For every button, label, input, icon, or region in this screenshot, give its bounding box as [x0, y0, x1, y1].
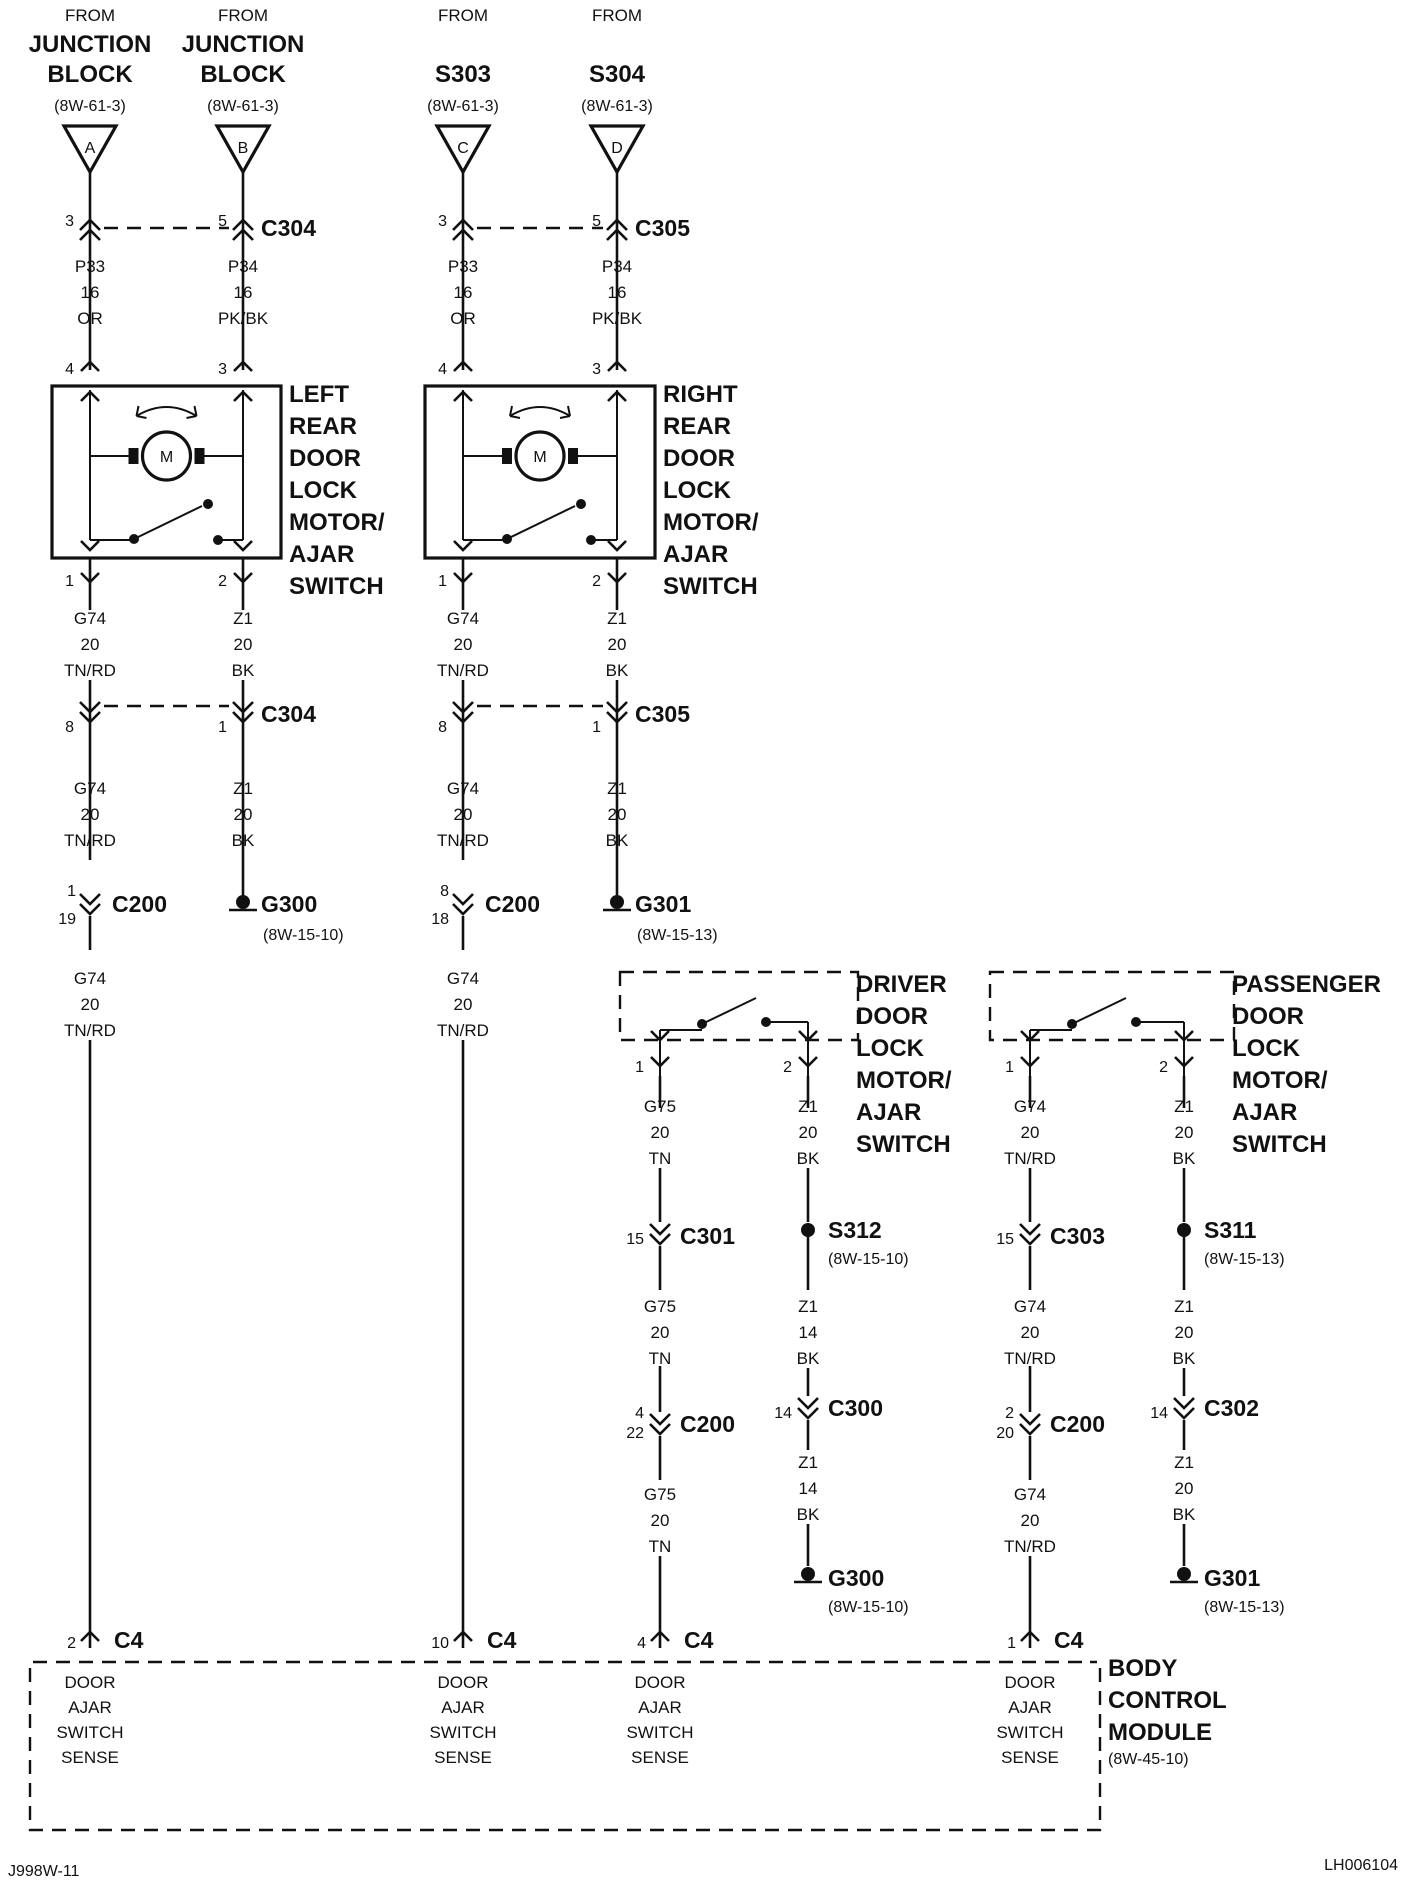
- driver-gc-chevron: [798, 1398, 818, 1418]
- driver-ground-ref: (8W-15-10): [828, 1599, 909, 1616]
- low-wire-1-gauge: 20: [453, 995, 473, 1014]
- source-b-from: FROM: [217, 6, 269, 25]
- mid-wire-1-gauge: 20: [233, 635, 253, 654]
- mid-wire2-3-color: BK: [605, 831, 629, 850]
- rear-motor-1-label: LOCK: [663, 477, 731, 504]
- front-switch-0-label: DOOR: [856, 1003, 928, 1030]
- bcm-input-connector: C4: [1054, 1627, 1084, 1653]
- top-wire-2-circuit: P33: [447, 257, 479, 276]
- bcm-input-text: AJAR: [441, 1698, 485, 1717]
- c200-name: C200: [112, 891, 167, 917]
- source-c-name: S303: [434, 61, 492, 88]
- passenger-w3-circuit: G74: [1013, 1485, 1047, 1504]
- driver-gc-pin: 14: [774, 1405, 792, 1422]
- mid-wire-0-gauge: 20: [80, 635, 100, 654]
- source-d-letter: D: [611, 140, 623, 157]
- passenger-gw2-color: BK: [1172, 1349, 1196, 1368]
- bcm-input-text: DOOR: [64, 1673, 116, 1692]
- driver-c1-pin: 15: [626, 1231, 644, 1248]
- bcm-label: MODULE: [1108, 1719, 1212, 1746]
- passenger-gw1-color: BK: [1172, 1149, 1196, 1168]
- source-a-name: JUNCTION: [28, 31, 152, 58]
- rear-motor-1-brush: [502, 448, 512, 464]
- c200-pin-top: 8: [440, 883, 449, 900]
- c200-pin-bottom: 19: [58, 911, 76, 928]
- front-switch-0-pin-l: 1: [635, 1059, 644, 1076]
- driver-gw3-color: BK: [796, 1505, 820, 1524]
- c200-chevron: [453, 894, 473, 914]
- mid-connector-pin: 1: [218, 719, 227, 736]
- passenger-gc-chevron: [1174, 1398, 1194, 1418]
- top-wire-3-circuit: P34: [601, 257, 633, 276]
- driver-gw1-circuit: Z1: [798, 1097, 818, 1116]
- c200-chevron: [80, 894, 100, 914]
- source-b-name: JUNCTION: [181, 31, 305, 58]
- source-c-from: FROM: [437, 6, 489, 25]
- source-b-name2: BLOCK: [200, 61, 286, 88]
- c200-name: C200: [485, 891, 540, 917]
- bcm-input-text: SENSE: [61, 1748, 119, 1767]
- bcm-input-text: SWITCH: [56, 1723, 124, 1742]
- ground-top-1-symbol: [610, 895, 624, 909]
- top-wire-0-gauge: 16: [80, 283, 100, 302]
- top-wire-2-color: OR: [450, 309, 476, 328]
- bcm-input-connector: C4: [114, 1627, 144, 1653]
- top-wire-3-color: PK/BK: [591, 309, 643, 328]
- passenger-w2-gauge: 20: [1020, 1323, 1040, 1342]
- passenger-splice-dot: [1177, 1223, 1191, 1237]
- source-c-ref: (8W-61-3): [427, 98, 499, 115]
- bcm-input-text: AJAR: [68, 1698, 112, 1717]
- driver-c2-pin-bottom: 22: [626, 1425, 644, 1442]
- bcm-input-connector: C4: [487, 1627, 517, 1653]
- driver-gw3-circuit: Z1: [798, 1453, 818, 1472]
- top-wire-0-circuit: P33: [74, 257, 106, 276]
- source-d-from: FROM: [591, 6, 643, 25]
- rear-motor-1-rotation-arrow: [510, 407, 570, 416]
- rear-motor-1-inner-arrow: [608, 541, 626, 550]
- top-wire-1-color: PK/BK: [217, 309, 269, 328]
- rear-motor-0-box: [52, 386, 281, 558]
- source-d-name: S304: [588, 61, 646, 88]
- mid-wire-0-color: TN/RD: [64, 661, 116, 680]
- front-switch-0-blade: [702, 998, 756, 1024]
- front-switch-1-label: AJAR: [1232, 1099, 1298, 1126]
- mid-wire2-0-gauge: 20: [80, 805, 100, 824]
- source-b-letter: B: [237, 140, 249, 157]
- bcm-input-text: AJAR: [1008, 1698, 1052, 1717]
- bcm-input-text: DOOR: [437, 1673, 489, 1692]
- front-switch-0-label: DRIVER: [856, 971, 947, 998]
- rear-motor-1-motor-label: M: [533, 449, 547, 466]
- bcm-input-pin: 4: [637, 1635, 646, 1652]
- top-wire-1-circuit: P34: [227, 257, 259, 276]
- passenger-w1-circuit: G74: [1013, 1097, 1047, 1116]
- mid-wire2-2-circuit: G74: [446, 779, 480, 798]
- rear-motor-1-label: SWITCH: [663, 573, 758, 600]
- driver-c1-chevron: [650, 1224, 670, 1244]
- passenger-gw1-circuit: Z1: [1174, 1097, 1194, 1116]
- front-switch-0-label: SWITCH: [856, 1131, 951, 1158]
- mid-wire2-1-color: BK: [231, 831, 255, 850]
- rear-motor-0-pin-tr: 3: [218, 361, 227, 378]
- rear-motor-0-inner-arrow: [234, 541, 252, 550]
- source-a-letter: A: [84, 140, 96, 157]
- passenger-gc-pin: 14: [1150, 1405, 1168, 1422]
- driver-w3-circuit: G75: [643, 1485, 677, 1504]
- bcm-input-text: SENSE: [434, 1748, 492, 1767]
- ground-top-0-symbol: [236, 895, 250, 909]
- top-connector-name: C304: [261, 215, 316, 241]
- driver-gw3-gauge: 14: [798, 1479, 818, 1498]
- front-switch-1-pin-l: 1: [1005, 1059, 1014, 1076]
- front-switch-1-label: DOOR: [1232, 1003, 1304, 1030]
- bcm-input-text: DOOR: [634, 1673, 686, 1692]
- rear-motor-0-label: AJAR: [289, 541, 355, 568]
- driver-w3-gauge: 20: [650, 1511, 670, 1530]
- passenger-w1-color: TN/RD: [1004, 1149, 1056, 1168]
- rear-motor-0-label: DOOR: [289, 445, 361, 472]
- bcm-ref: (8W-45-10): [1108, 1751, 1189, 1768]
- rear-motor-0-inner-arrow: [81, 541, 99, 550]
- footer-right-code: LH006104: [1324, 1857, 1398, 1874]
- driver-gw2-circuit: Z1: [798, 1297, 818, 1316]
- rear-motor-1-brush: [568, 448, 578, 464]
- bcm-input-connector: C4: [684, 1627, 714, 1653]
- top-connector-name: C305: [635, 215, 690, 241]
- front-switch-0-label: LOCK: [856, 1035, 924, 1062]
- rear-motor-0-rotation-arrow: [137, 407, 197, 416]
- rear-motor-1-label: MOTOR/: [663, 509, 759, 536]
- passenger-gw2-gauge: 20: [1174, 1323, 1194, 1342]
- passenger-ground-name: G301: [1204, 1565, 1261, 1591]
- driver-w1-color: TN: [648, 1149, 672, 1168]
- top-connector-pin: 5: [218, 213, 227, 230]
- driver-splice-dot: [801, 1223, 815, 1237]
- ground-top-name: G300: [261, 891, 318, 917]
- footer-left-code: J998W-11: [8, 1863, 80, 1880]
- passenger-gc-name: C302: [1204, 1395, 1259, 1421]
- bcm-input-text: AJAR: [638, 1698, 682, 1717]
- source-a-name2: BLOCK: [47, 61, 133, 88]
- top-wire-2-gauge: 16: [453, 283, 473, 302]
- driver-ground-symbol: [801, 1567, 815, 1581]
- mid-wire2-3-gauge: 20: [607, 805, 627, 824]
- rear-motor-1-inner-arrow: [454, 541, 472, 550]
- mid-wire2-2-color: TN/RD: [437, 831, 489, 850]
- passenger-ground-ref: (8W-15-13): [1204, 1599, 1285, 1616]
- rear-motor-1-label: REAR: [663, 413, 732, 440]
- driver-c2-pin-top: 4: [635, 1405, 644, 1422]
- driver-c1-name: C301: [680, 1223, 735, 1249]
- passenger-c2-pin-top: 2: [1005, 1405, 1014, 1422]
- rear-motor-1-label: DOOR: [663, 445, 735, 472]
- rear-motor-1-switch-blade: [507, 506, 575, 539]
- mid-wire-2-gauge: 20: [453, 635, 473, 654]
- mid-connector-pin: 8: [65, 719, 74, 736]
- passenger-w2-circuit: G74: [1013, 1297, 1047, 1316]
- front-switch-1-label: PASSENGER: [1232, 971, 1381, 998]
- mid-connector-pin: 8: [438, 719, 447, 736]
- front-switch-1-box: [990, 972, 1234, 1040]
- top-connector-pin: 5: [592, 213, 601, 230]
- mid-wire-1-color: BK: [231, 661, 255, 680]
- driver-w1-circuit: G75: [643, 1097, 677, 1116]
- top-wire-1-gauge: 16: [233, 283, 253, 302]
- rear-motor-1-label: AJAR: [663, 541, 729, 568]
- bcm-box: [30, 1662, 1100, 1830]
- passenger-c2-name: C200: [1050, 1411, 1105, 1437]
- top-connector-pin: 3: [438, 213, 447, 230]
- rear-motor-0-brush: [129, 448, 139, 464]
- driver-c2-chevron: [650, 1414, 670, 1434]
- mid-connector-pin: 1: [592, 719, 601, 736]
- mid-wire2-1-circuit: Z1: [233, 779, 253, 798]
- passenger-w3-color: TN/RD: [1004, 1537, 1056, 1556]
- rear-motor-0-label: MOTOR/: [289, 509, 385, 536]
- rear-motor-0-motor-label: M: [159, 449, 174, 466]
- passenger-splice-name: S311: [1204, 1217, 1257, 1243]
- rear-motor-1-pin-bl: 1: [438, 573, 447, 590]
- bcm-input-pin: 10: [431, 1635, 449, 1652]
- mid-connector-name: C304: [261, 701, 316, 727]
- source-a-from: FROM: [64, 6, 116, 25]
- bcm-input-text: SWITCH: [626, 1723, 694, 1742]
- rear-motor-1-pin-br: 2: [592, 573, 601, 590]
- passenger-w3-gauge: 20: [1020, 1511, 1040, 1530]
- driver-splice-ref: (8W-15-10): [828, 1251, 909, 1268]
- passenger-c1-name: C303: [1050, 1223, 1105, 1249]
- low-wire-1-color: TN/RD: [437, 1021, 489, 1040]
- mid-wire-1-circuit: Z1: [233, 609, 253, 628]
- passenger-gw1-gauge: 20: [1174, 1123, 1194, 1142]
- top-connector-pin: 3: [65, 213, 74, 230]
- rear-motor-0-switch-contact: [203, 499, 213, 509]
- mid-wire2-0-circuit: G74: [73, 779, 107, 798]
- front-switch-1-blade: [1072, 998, 1126, 1024]
- bcm-input-text: SENSE: [1001, 1748, 1059, 1767]
- rear-motor-1-switch-contact: [576, 499, 586, 509]
- front-switch-0-label: AJAR: [856, 1099, 922, 1126]
- mid-wire2-3-circuit: Z1: [607, 779, 627, 798]
- driver-ground-name: G300: [828, 1565, 885, 1591]
- driver-w2-gauge: 20: [650, 1323, 670, 1342]
- passenger-w2-color: TN/RD: [1004, 1349, 1056, 1368]
- driver-w1-gauge: 20: [650, 1123, 670, 1142]
- top-wire-0-color: OR: [77, 309, 103, 328]
- rear-motor-1-pin-tl: 4: [438, 361, 447, 378]
- passenger-c1-chevron: [1020, 1224, 1040, 1244]
- rear-motor-0-pin-tl: 4: [65, 361, 74, 378]
- driver-w3-color: TN: [648, 1537, 672, 1556]
- mid-wire-3-gauge: 20: [607, 635, 627, 654]
- rear-motor-0-pin-br: 2: [218, 573, 227, 590]
- front-switch-1-label: SWITCH: [1232, 1131, 1327, 1158]
- low-wire-0-gauge: 20: [80, 995, 100, 1014]
- passenger-gw2-circuit: Z1: [1174, 1297, 1194, 1316]
- low-wire-0-color: TN/RD: [64, 1021, 116, 1040]
- front-switch-0-pin-r: 2: [783, 1059, 792, 1076]
- rear-motor-1-pin-tr: 3: [592, 361, 601, 378]
- bcm-input-text: SWITCH: [996, 1723, 1064, 1742]
- bcm-input-pin: 2: [67, 1635, 76, 1652]
- mid-wire-0-circuit: G74: [73, 609, 107, 628]
- mid-wire2-2-gauge: 20: [453, 805, 473, 824]
- c200-pin-bottom: 18: [431, 911, 449, 928]
- mid-wire-2-circuit: G74: [446, 609, 480, 628]
- passenger-splice-ref: (8W-15-13): [1204, 1251, 1285, 1268]
- mid-wire-3-color: BK: [605, 661, 629, 680]
- rear-motor-0-label: SWITCH: [289, 573, 384, 600]
- rear-motor-1-box: [425, 386, 655, 558]
- passenger-c2-chevron: [1020, 1414, 1040, 1434]
- driver-gw2-color: BK: [796, 1349, 820, 1368]
- driver-w2-color: TN: [648, 1349, 672, 1368]
- driver-splice-name: S312: [828, 1217, 882, 1243]
- source-b-ref: (8W-61-3): [207, 98, 279, 115]
- front-switch-0-label: MOTOR/: [856, 1067, 952, 1094]
- ground-top-ref: (8W-15-10): [263, 927, 344, 944]
- low-wire-0-circuit: G74: [73, 969, 107, 988]
- bcm-label: CONTROL: [1108, 1687, 1227, 1714]
- passenger-c1-pin: 15: [996, 1231, 1014, 1248]
- rear-motor-0-label: LOCK: [289, 477, 357, 504]
- rear-motor-0-label: LEFT: [289, 381, 349, 408]
- bcm-input-text: SENSE: [631, 1748, 689, 1767]
- passenger-gw3-color: BK: [1172, 1505, 1196, 1524]
- bcm-input-text: SWITCH: [429, 1723, 497, 1742]
- front-switch-1-label: LOCK: [1232, 1035, 1300, 1062]
- mid-wire2-0-color: TN/RD: [64, 831, 116, 850]
- driver-gw2-gauge: 14: [798, 1323, 818, 1342]
- bcm-input-text: DOOR: [1004, 1673, 1056, 1692]
- rear-motor-0-brush: [195, 448, 205, 464]
- driver-gw1-gauge: 20: [798, 1123, 818, 1142]
- source-c-letter: C: [457, 140, 469, 157]
- ground-top-name: G301: [635, 891, 692, 917]
- rear-motor-1-label: RIGHT: [663, 381, 738, 408]
- bcm-input-pin: 1: [1007, 1635, 1016, 1652]
- passenger-w1-gauge: 20: [1020, 1123, 1040, 1142]
- passenger-gw3-gauge: 20: [1174, 1479, 1194, 1498]
- driver-c2-name: C200: [680, 1411, 735, 1437]
- ground-top-ref: (8W-15-13): [637, 927, 718, 944]
- driver-gw1-color: BK: [796, 1149, 820, 1168]
- passenger-ground-symbol: [1177, 1567, 1191, 1581]
- driver-gc-name: C300: [828, 1395, 883, 1421]
- mid-connector-name: C305: [635, 701, 690, 727]
- top-wire-3-gauge: 16: [607, 283, 627, 302]
- low-wire-1-circuit: G74: [446, 969, 480, 988]
- mid-wire-3-circuit: Z1: [607, 609, 627, 628]
- rear-motor-0-switch-blade: [134, 506, 202, 539]
- front-switch-1-pin-r: 2: [1159, 1059, 1168, 1076]
- driver-w2-circuit: G75: [643, 1297, 677, 1316]
- rear-motor-0-label: REAR: [289, 413, 358, 440]
- mid-wire2-1-gauge: 20: [233, 805, 253, 824]
- front-switch-1-label: MOTOR/: [1232, 1067, 1328, 1094]
- c200-pin-top: 1: [67, 883, 76, 900]
- rear-motor-0-pin-bl: 1: [65, 573, 74, 590]
- source-d-ref: (8W-61-3): [581, 98, 653, 115]
- mid-wire-2-color: TN/RD: [437, 661, 489, 680]
- passenger-c2-pin-bottom: 20: [996, 1425, 1014, 1442]
- bcm-label: BODY: [1108, 1655, 1178, 1682]
- source-a-ref: (8W-61-3): [54, 98, 126, 115]
- passenger-gw3-circuit: Z1: [1174, 1453, 1194, 1472]
